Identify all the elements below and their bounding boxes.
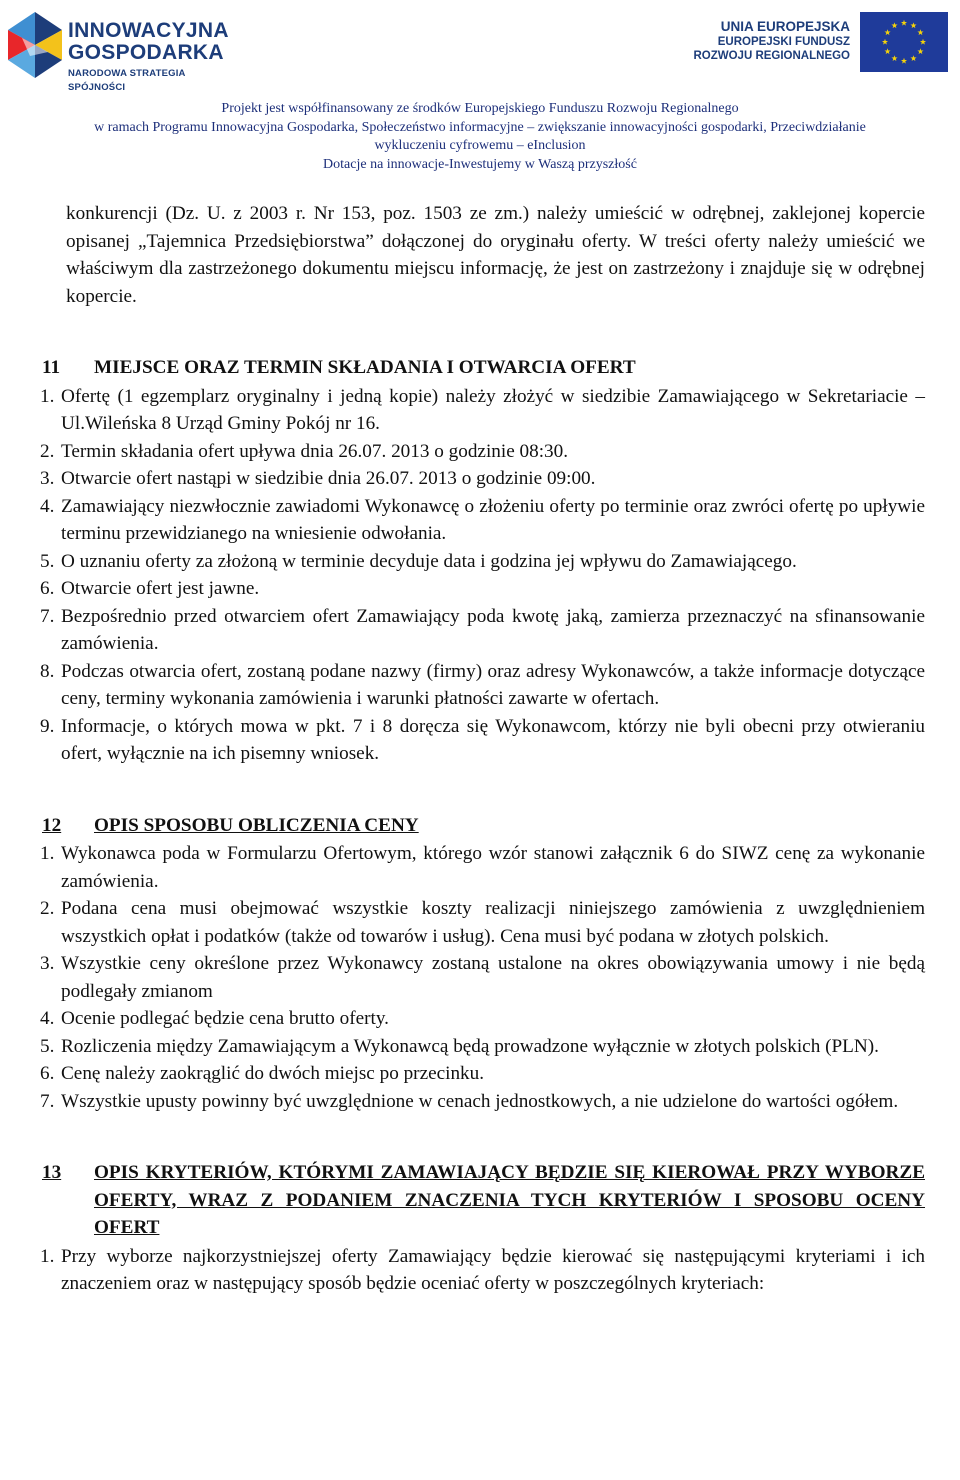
logo-right-line3: ROZWOJU REGIONALNEGO <box>693 50 850 62</box>
list-item <box>40 895 925 950</box>
list-item-text: Zamawiający niezwłocznie zawiadomi Wykonawcę o złożeniu oferty po terminie oraz zwróci ofertę po upływie terminu przewidzianego na wniesienie odwołania. <box>61 495 925 544</box>
list-item-number: 7. <box>40 1090 55 1112</box>
section-heading-12 <box>40 812 925 840</box>
logo-left-line3: NARODOWA STRATEGIA SPÓJNOŚCI <box>68 68 186 93</box>
list-item <box>40 1033 925 1061</box>
list-item-text: Ocenie podlegać będzie cena brutto oferty. <box>61 1008 389 1029</box>
project-info <box>0 100 960 174</box>
project-info-line: w ramach Programu Innowacyjna Gospodarka, Społeczeństwo informacyjne – zwiększanie innowacyjności gospodarki, Przeciwdziałanie <box>94 119 866 135</box>
logo-right-line2: EUROPEJSKI FUNDUSZ <box>717 36 850 48</box>
logo-left-line1: INNOWACYJNA <box>68 19 229 42</box>
list-item-number: 6. <box>40 1063 55 1084</box>
list-item-text: O uznaniu oferty za złożoną w terminie decyduje data i godzina jej wpływu do Zamawiającego. <box>61 550 797 572</box>
list-item <box>40 465 925 493</box>
list-item-number: 7. <box>40 605 55 627</box>
list-item-number: 1. <box>40 1245 55 1267</box>
list-item-number: 4. <box>40 1008 55 1029</box>
list-item <box>40 1243 925 1298</box>
list-item-text: Bezpośrednio przed otwarciem ofert Zamawiający poda kwotę jaką, zamierza przeznaczyć na sfinansowanie zamówienia. <box>61 605 925 654</box>
list-item <box>40 493 925 548</box>
list-item-text: Otwarcie ofert jest jawne. <box>61 578 260 599</box>
list-item-text: Wszystkie upusty powinny być uwzględnione w cenach jednostkowych, a nie udzielone do wartości ogółem. <box>61 1090 899 1112</box>
list-item-text: Otwarcie ofert nastąpi w siedzibie dnia 26.07. 2013 o godzinie 09:00. <box>61 468 596 489</box>
list-item-text: Rozliczenia między Zamawiającym a Wykonawcą będą prowadzone wyłącznie w złotych polskich (PLN). <box>61 1035 879 1057</box>
section-title: OPIS SPOSOBU OBLICZENIA CENY <box>94 814 419 836</box>
list-item-number: 2. <box>40 440 55 462</box>
list-item <box>40 438 925 466</box>
section-heading-13 <box>40 1159 925 1242</box>
list-item <box>40 383 925 438</box>
list-item-text: Przy wyborze najkorzystniejszej oferty Zamawiający będzie kierować się następującymi kryteriami i ich znaczeniem oraz w następujący sposób będzie oceniać oferty w poszczególnych kryteriach: <box>61 1245 925 1294</box>
page-header <box>0 0 960 180</box>
list-item <box>40 840 925 895</box>
project-info-line: Dotacje na innowacje-Inwestujemy w Waszą przyszłość <box>323 156 637 172</box>
innowacyjna-gospodarka-wordmark <box>68 20 238 95</box>
document-body <box>40 200 925 1298</box>
logo-left-line2: GOSPODARKA <box>68 41 224 64</box>
innowacyjna-gospodarka-emblem-icon <box>8 12 62 78</box>
eu-logo <box>690 12 950 78</box>
list-item-text: Wszystkie ceny określone przez Wykonawcy zostaną ustalone na okres obowiązywania umowy i nie będą podlegały zmianom <box>61 953 925 1002</box>
list-item-number: 5. <box>40 1035 55 1057</box>
project-info-line: Projekt jest współfinansowany ze środków Europejskiego Funduszu Rozwoju Regionalnego <box>221 101 739 116</box>
list-item-number: 2. <box>40 898 55 919</box>
list-item-number: 1. <box>40 843 55 864</box>
list-item-text: Podana cena musi obejmować wszystkie koszty realizacji niniejszego zamówienia z uwzględnieniem wszystkich opłat i podatków (także od towarów i usług). Cena musi być podana w złotych polskich. <box>61 898 925 947</box>
list-item <box>40 603 925 658</box>
list-item-number: 5. <box>40 550 55 572</box>
list-item <box>40 658 925 713</box>
section-title: MIEJSCE ORAZ TERMIN SKŁADANIA I OTWARCIA OFERT <box>94 357 636 378</box>
list-item-number: 9. <box>40 715 55 737</box>
list-item <box>40 1088 925 1116</box>
innowacyjna-gospodarka-logo <box>8 12 238 93</box>
list-item-number: 3. <box>40 953 55 974</box>
list-item-number: 4. <box>40 495 55 517</box>
list-item-text: Ofertę (1 egzemplarz oryginalny i jedną kopie) należy złożyć w siedzibie Zamawiającego w Sekretariacie – Ul.Wileńska 8 Urząd Gminy Pokój nr 16. <box>61 385 925 434</box>
section-number: 11 <box>42 357 61 378</box>
section-title: OPIS KRYTERIÓW, KTÓRYMI ZAMAWIAJĄCY BĘDZIE SIĘ KIEROWAŁ PRZY WYBORZE OFERTY, WRAZ Z PODANIEM ZNACZENIA TYCH KRYTERIÓW I SPOSOBU OCENY OFERT <box>94 1162 925 1238</box>
list-item-number: 8. <box>40 660 55 682</box>
logo-right-line1: UNIA EUROPEJSKA <box>720 19 850 34</box>
section-11-list <box>40 383 925 768</box>
eu-wordmark <box>690 18 850 63</box>
list-item-text: Podczas otwarcia ofert, zostaną podane nazwy (firmy) oraz adresy Wykonawców, a także informacje dotyczące ceny, terminy wykonania zamówienia i warunki płatności zawarte w ofertach. <box>61 660 925 709</box>
list-item-number: 1. <box>40 385 55 407</box>
list-item <box>40 548 925 576</box>
list-item-number: 6. <box>40 578 55 599</box>
intro-paragraph: konkurencji (Dz. U. z 2003 r. Nr 153, poz. 1503 ze zm.) należy umieścić w odrębnej, zaklejonej kopercie opisanej „Tajemnica Przedsiębiorstwa” dołączonej do oryginału oferty. W treści oferty należy umieścić we właściwym dla zastrzeżonego dokumentu miejscu informację, że jest on zastrzeżony i znajduje się w odrębnej kopercie. <box>66 203 925 307</box>
eu-flag-icon <box>860 12 948 72</box>
list-item-text: Wykonawca poda w Formularzu Ofertowym, którego wzór stanowi załącznik 6 do SIWZ cenę za wykonanie zamówienia. <box>61 843 925 892</box>
list-item <box>40 1060 925 1088</box>
section-heading-11 <box>40 354 925 382</box>
list-item <box>40 950 925 1005</box>
section-13-list <box>40 1243 925 1298</box>
list-item <box>40 575 925 603</box>
list-item-text: Cenę należy zaokrąglić do dwóch miejsc po przecinku. <box>61 1063 485 1084</box>
project-info-line: wykluczeniu cyfrowemu – eInclusion <box>374 138 586 153</box>
list-item <box>40 713 925 768</box>
list-item-text: Termin składania ofert upływa dnia 26.07. 2013 o godzinie 08:30. <box>61 440 569 462</box>
list-item-number: 3. <box>40 468 55 489</box>
list-item <box>40 1005 925 1033</box>
section-12-list <box>40 840 925 1115</box>
list-item-text: Informacje, o których mowa w pkt. 7 i 8 doręcza się Wykonawcom, którzy nie byli obecni przy otwieraniu ofert, wyłącznie na ich pisemny wniosek. <box>61 715 925 764</box>
section-number: 12 <box>42 814 62 836</box>
section-number: 13 <box>42 1162 62 1183</box>
